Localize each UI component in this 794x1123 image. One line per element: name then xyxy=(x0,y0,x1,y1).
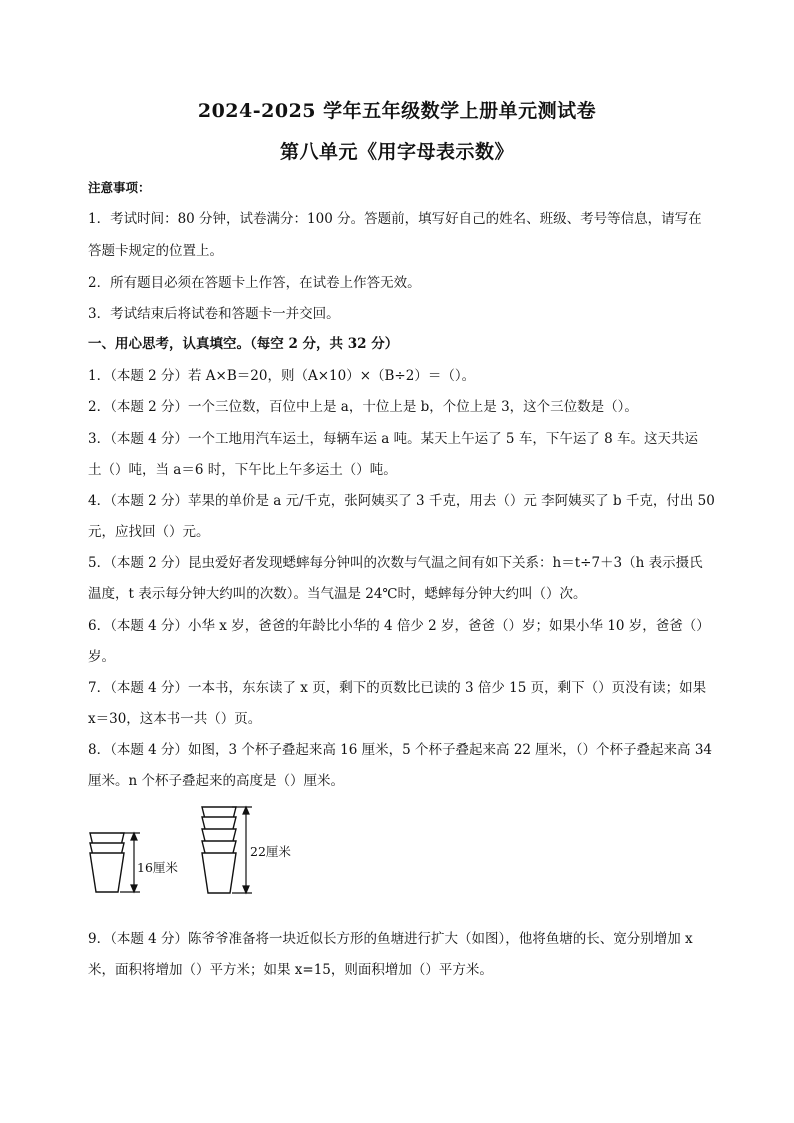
notice-heading: 注意事项： xyxy=(88,180,151,195)
three-cup-stack xyxy=(90,833,124,892)
cup-5 xyxy=(202,853,236,893)
question-line: 4．（本题 2 分）苹果的单价是 a 元/千克，张阿姨买了 3 千克，用去（）元 李阿姨买了 b 千克，付出 50 xyxy=(88,493,715,509)
dimension-label-22: 22厘米 xyxy=(250,844,291,859)
cup-3 xyxy=(90,853,124,892)
question-line: 6．（本题 4 分）小华 x 岁，爸爸的年龄比小华的 4 倍少 2 岁，爸爸（）岁；如果小华 10 岁，爸爸（） xyxy=(88,618,710,634)
question-line: 土（）吨，当 a＝6 时，下午比上午多运土（）吨。 xyxy=(88,462,397,478)
dimension-label-16: 16厘米 xyxy=(137,860,178,875)
question-line: 温度，t 表示每分钟大约叫的次数）。当气温是 24℃时，蟋蟀每分钟大约叫（）次。 xyxy=(88,586,587,602)
question-line: 元，应找回（）元。 xyxy=(88,524,210,540)
question-line: 3．（本题 4 分）一个工地用汽车运土，每辆车运 a 吨。某天上午运了 5 车，下午运了 8 车。这天共运 xyxy=(88,431,698,447)
page-title: 2024-2025 学年五年级数学上册单元测试卷 xyxy=(197,100,597,122)
question-line: 8．（本题 4 分）如图，3 个杯子叠起来高 16 厘米，5 个杯子叠起来高 22 厘米，（）个杯子叠起来高 34 xyxy=(88,742,713,758)
question-line: 7．（本题 4 分）一本书，东东读了 x 页，剩下的页数比已读的 3 倍少 15 页，剩下（）页没有读；如果 xyxy=(88,680,707,696)
question-line: 5．（本题 2 分）昆虫爱好者发现蟋蟀每分钟叫的次数与气温之间有如下关系：h＝t÷7＋3（h 表示摄氏 xyxy=(88,555,703,571)
notice-item: 2．所有题目必须在答题卡上作答，在试卷上作答无效。 xyxy=(88,275,421,291)
question-line: 1．（本题 2 分）若 A×B＝20，则（A×10）×（B÷2）＝（）。 xyxy=(88,368,476,384)
five-cup-stack xyxy=(202,807,236,893)
notice-item: 1．考试时间：80 分钟，试卷满分：100 分。答题前，填写好自己的姓名、班级、考号等信息，请写在 xyxy=(88,211,702,227)
question-line: 厘米。n 个杯子叠起来的高度是（）厘米。 xyxy=(88,773,344,789)
question-line: 米，面积将增加（）平方米；如果 x=15，则面积增加（）平方米。 xyxy=(88,962,493,978)
notice-item: 答题卡规定的位置上。 xyxy=(88,243,223,259)
stacked-cups-figure xyxy=(80,800,320,905)
page-subtitle: 第八单元《用字母表示数》 xyxy=(279,141,514,163)
question-line: 2．（本题 2 分）一个三位数，百位中上是 a，十位上是 b，个位上是 3，这个三位数是（）。 xyxy=(88,399,638,415)
question-line: 岁。 xyxy=(88,649,115,665)
section-heading: 一、用心思考，认真填空。（每空 2 分，共 32 分） xyxy=(88,336,399,352)
question-line: x＝30，这本书一共（）页。 xyxy=(88,711,262,727)
notice-item: 3．考试结束后将试卷和答题卡一并交回。 xyxy=(88,306,340,322)
question-line: 9．（本题 4 分）陈爷爷准备将一块近似长方形的鱼塘进行扩大（如图），他将鱼塘的长、宽分别增加 x xyxy=(88,931,693,947)
